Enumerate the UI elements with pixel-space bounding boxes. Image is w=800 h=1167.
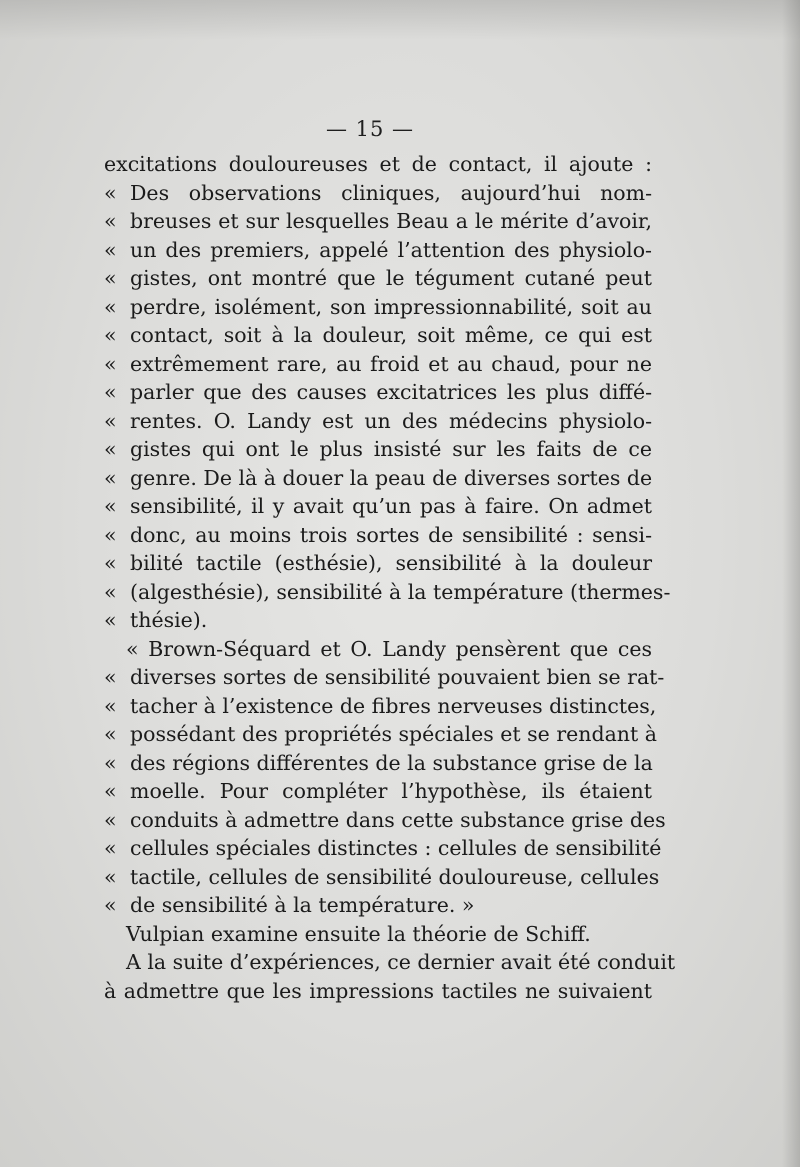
text-line bbox=[104, 321, 652, 350]
quote-mark: « bbox=[104, 351, 117, 376]
text-line bbox=[104, 179, 652, 208]
line-text: extrêmement rare, au froid et au chaud, pour ne bbox=[130, 351, 652, 376]
text-line bbox=[104, 806, 666, 835]
text-line bbox=[104, 977, 652, 1006]
quote-mark: « bbox=[104, 237, 117, 262]
text-line bbox=[104, 207, 652, 236]
line-text: genre. De là à douer la peau de diverses sortes de bbox=[130, 465, 653, 490]
line-text: tactile, cellules de sensibilité douloureuse, cellules bbox=[130, 864, 660, 889]
line-text: donc, au moins trois sortes de sensibilité : sensi- bbox=[130, 522, 652, 547]
line-text: rentes. O. Landy est un des médecins physiolo- bbox=[130, 408, 652, 433]
quote-mark: « bbox=[104, 779, 117, 803]
line-text: conduits à admettre dans cette substance grise des bbox=[130, 807, 666, 832]
page-number: — 15 — bbox=[325, 117, 415, 141]
text-line bbox=[104, 663, 665, 692]
text-line bbox=[104, 264, 652, 293]
text-line bbox=[104, 350, 652, 379]
line-text: cellules spéciales distinctes : cellules de sensibilité bbox=[130, 836, 662, 860]
text-line bbox=[104, 378, 652, 407]
line-text: Vulpian examine ensuite la théorie de Schiff. bbox=[126, 921, 591, 946]
text-line bbox=[104, 435, 652, 464]
text-line bbox=[104, 635, 652, 664]
quote-mark: « bbox=[104, 693, 117, 718]
quote-mark: « bbox=[104, 750, 117, 775]
quote-mark: « bbox=[104, 465, 117, 490]
quote-mark: « bbox=[104, 893, 117, 917]
text-line bbox=[104, 720, 657, 749]
quote-mark: « bbox=[104, 608, 117, 632]
text-line bbox=[104, 492, 652, 521]
line-text: bilité tactile (esthésie), sensibilité à la douleur bbox=[130, 551, 652, 575]
text-line bbox=[104, 578, 671, 607]
text-line bbox=[104, 777, 652, 806]
quote-mark: « bbox=[104, 522, 117, 547]
line-text: possédant des propriétés spéciales et se rendant à bbox=[130, 722, 657, 746]
text-line bbox=[104, 236, 652, 265]
line-text: gistes, ont montré que le tégument cutané peut bbox=[130, 266, 652, 290]
quote-mark: « bbox=[104, 836, 117, 860]
line-text: des régions différentes de la substance grise de la bbox=[130, 750, 653, 775]
quote-mark: « bbox=[104, 380, 117, 404]
line-text: contact, soit à la douleur, soit même, ce qui est bbox=[130, 323, 652, 347]
page-edge-shadow bbox=[782, 0, 800, 1167]
text-line bbox=[104, 891, 652, 920]
quote-mark: « bbox=[104, 807, 117, 832]
quote-mark: « bbox=[104, 408, 117, 433]
quote-mark: « bbox=[104, 665, 117, 689]
text-line bbox=[104, 521, 652, 550]
text-line bbox=[104, 920, 652, 949]
page-top-shadow bbox=[0, 0, 800, 40]
line-text: thésie). bbox=[130, 608, 208, 632]
line-text: sensibilité, il y avait qu’un pas à faire. On admet bbox=[130, 494, 652, 518]
quote-mark: « bbox=[104, 494, 117, 518]
line-text: un des premiers, appelé l’attention des physiolo- bbox=[130, 237, 652, 262]
line-text: à admettre que les impressions tactiles ne suivaient bbox=[104, 978, 652, 1003]
quote-mark: « bbox=[104, 294, 117, 319]
line-text: moelle. Pour compléter l’hypothèse, ils étaient bbox=[130, 779, 652, 803]
text-line bbox=[104, 407, 652, 436]
quote-mark: « bbox=[104, 180, 117, 205]
line-text: perdre, isolément, son impressionnabilité, soit au bbox=[130, 294, 652, 319]
line-text: Des observations cliniques, aujourd’hui nom- bbox=[130, 180, 652, 205]
quote-mark: « bbox=[104, 323, 117, 347]
line-text: (algesthésie), sensibilité à la température (thermes- bbox=[130, 579, 671, 604]
text-line bbox=[104, 863, 660, 892]
line-text: « Brown-Séquard et O. Landy pensèrent que ces bbox=[126, 636, 652, 661]
text-line bbox=[104, 606, 652, 635]
text-line bbox=[104, 948, 676, 977]
text-line bbox=[104, 464, 652, 493]
line-text: gistes qui ont le plus insisté sur les faits de ce bbox=[130, 437, 652, 461]
line-text: parler que des causes excitatrices les plus diffé- bbox=[130, 380, 652, 404]
quote-mark: « bbox=[104, 209, 117, 233]
quote-mark: « bbox=[104, 864, 117, 889]
quote-mark: « bbox=[104, 551, 117, 575]
quote-mark: « bbox=[104, 437, 117, 461]
text-line bbox=[104, 549, 652, 578]
text-line bbox=[104, 150, 652, 179]
quote-mark: « bbox=[104, 722, 117, 746]
line-text: excitations douloureuses et de contact, il ajoute : bbox=[104, 152, 652, 176]
text-line bbox=[104, 834, 662, 863]
line-text: breuses et sur lesquelles Beau a le mérite d’avoir, bbox=[130, 209, 652, 233]
text-line bbox=[104, 692, 657, 721]
text-line bbox=[104, 749, 652, 778]
quote-mark: « bbox=[104, 579, 117, 604]
line-text: de sensibilité à la température. » bbox=[130, 893, 475, 917]
text-line bbox=[104, 293, 652, 322]
line-text: tacher à l’existence de fibres nerveuses distinctes, bbox=[130, 693, 657, 718]
line-text: diverses sortes de sensibilité pouvaient bien se rat- bbox=[130, 665, 665, 689]
line-text: A la suite d’expériences, ce dernier avait été conduit bbox=[126, 950, 676, 974]
quote-mark: « bbox=[104, 266, 117, 290]
body-text bbox=[104, 150, 676, 1005]
